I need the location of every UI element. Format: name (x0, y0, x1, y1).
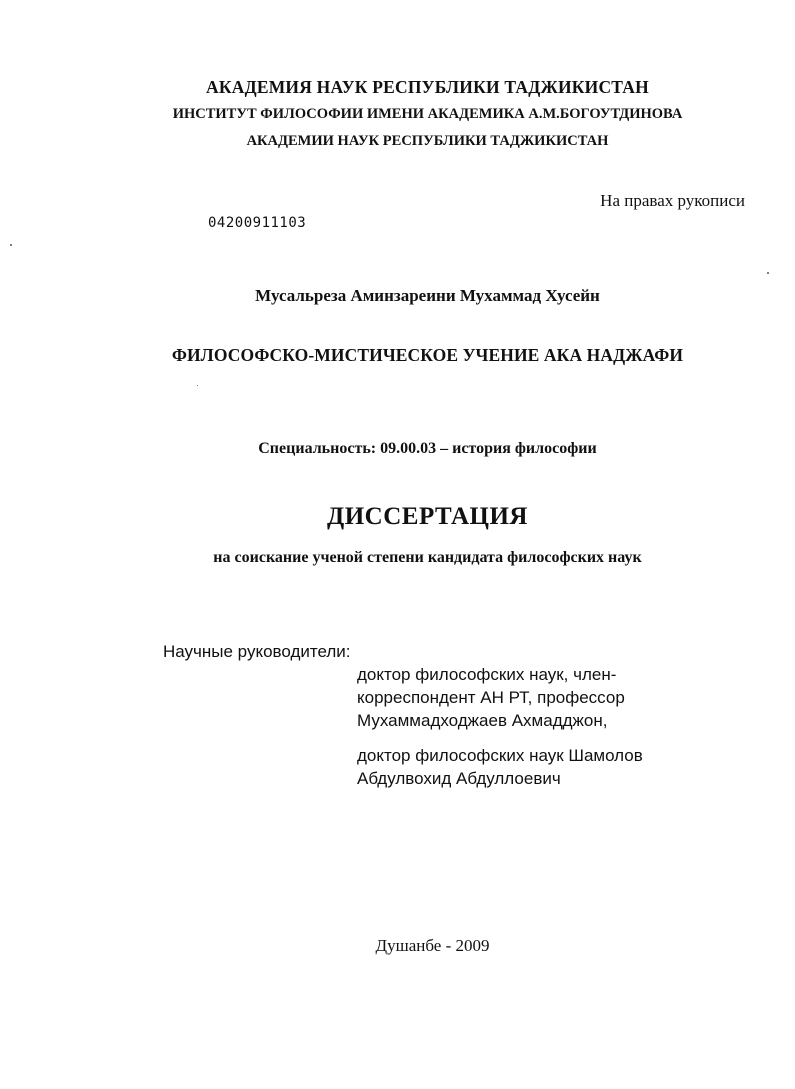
advisors-label: Научные руководители: (163, 642, 351, 661)
scan-speck (10, 244, 12, 246)
document-type-heading: ДИССЕРТАЦИЯ (327, 503, 528, 530)
advisor-first-line-1: доктор философских наук, член- (357, 665, 617, 684)
scan-speck (767, 272, 769, 274)
city-and-year: Душанбе - 2009 (375, 936, 490, 955)
advisor-second-line-2: Абдулвохид Абдуллоевич (357, 769, 561, 788)
academy-name: АКАДЕМИЯ НАУК РЕСПУБЛИКИ ТАДЖИКИСТАН (206, 77, 649, 97)
specialty-line: Специальность: 09.00.03 – история философии (258, 440, 597, 457)
advisor-second-line-1: доктор философских наук Шамолов (357, 746, 643, 765)
advisor-first-line-2: корреспондент АН РТ, профессор (357, 688, 625, 707)
degree-line: на соискание ученой степени кандидата философских наук (213, 549, 642, 566)
advisor-second (357, 744, 643, 790)
institute-affiliation: АКАДЕМИИ НАУК РЕСПУБЛИКИ ТАДЖИКИСТАН (246, 133, 609, 149)
registration-number: 04200911103 (208, 215, 307, 231)
author-name: Мусальреза Аминзареини Мухаммад Хусейн (255, 286, 600, 305)
advisor-first-line-3: Мухаммадходжаев Ахмадджон, (357, 711, 608, 730)
manuscript-rights-note: На правах рукописи (600, 191, 745, 210)
institute-name: ИНСТИТУТ ФИЛОСОФИИ ИМЕНИ АКАДЕМИКА А.М.БОГОУТДИНОВА (172, 106, 683, 122)
scan-speck (197, 385, 198, 386)
advisor-first (357, 663, 625, 732)
dissertation-title: ФИЛОСОФСКО-МИСТИЧЕСКОЕ УЧЕНИЕ АКА НАДЖАФИ (171, 345, 684, 365)
